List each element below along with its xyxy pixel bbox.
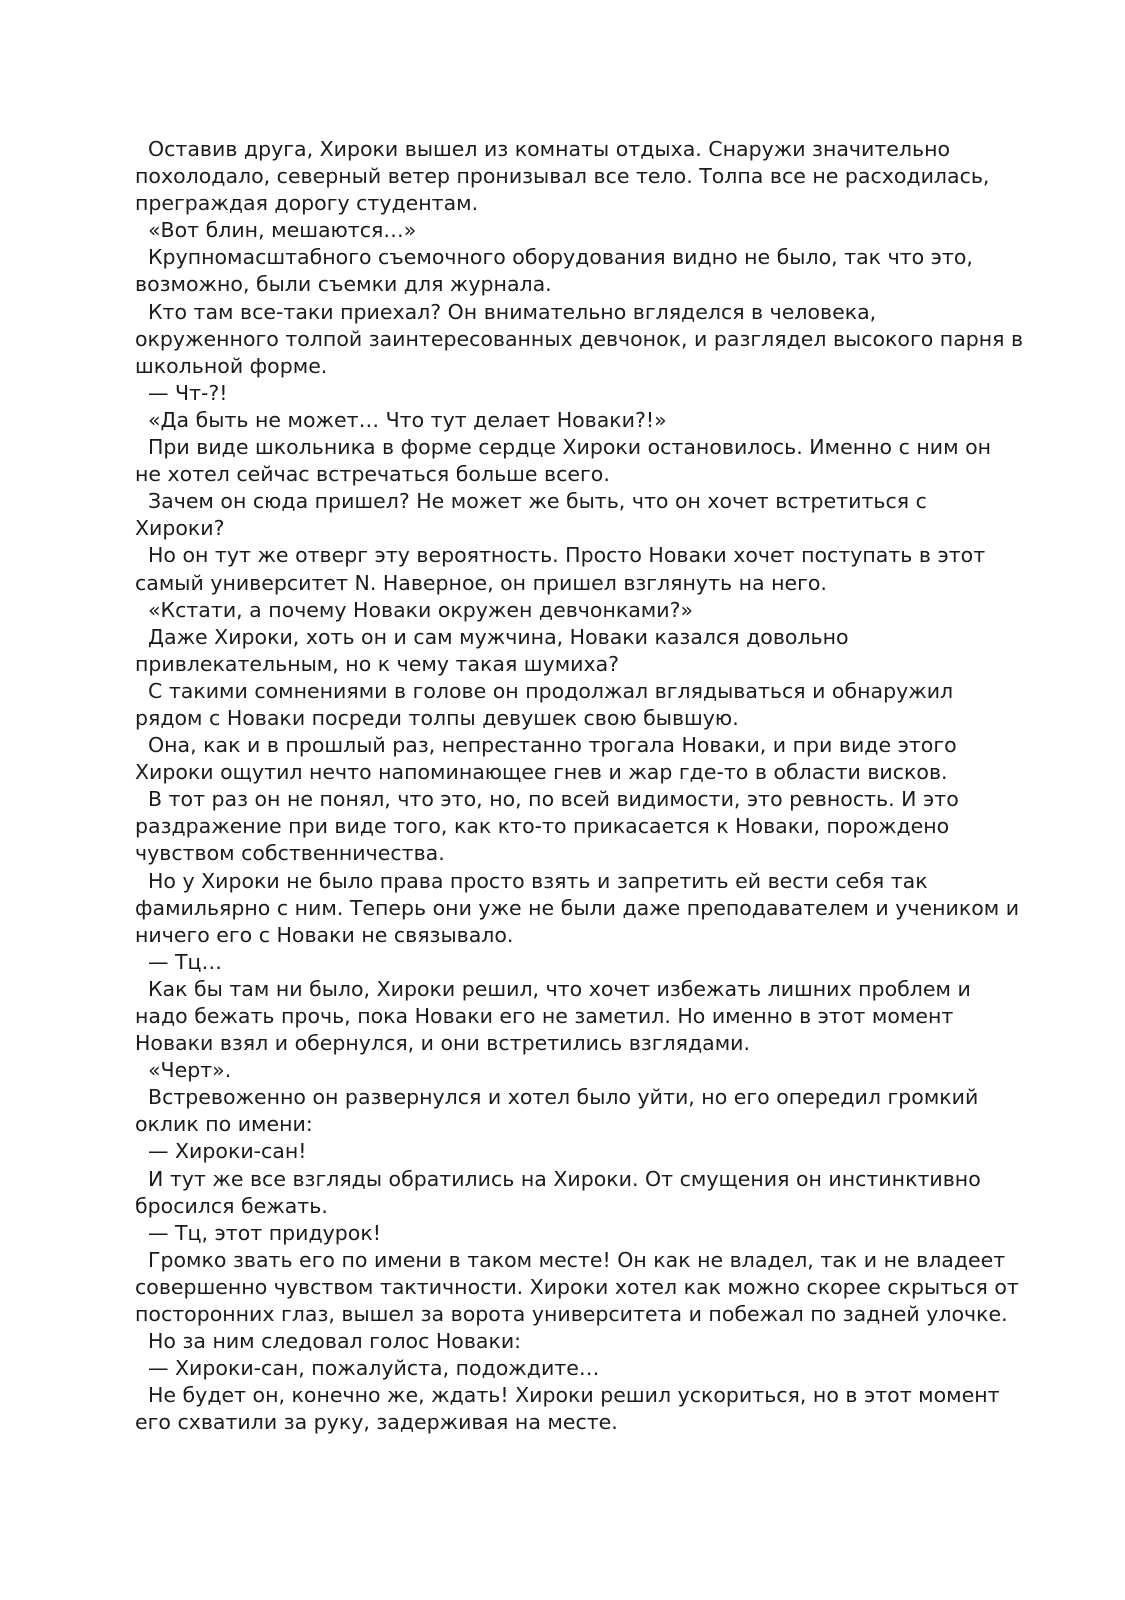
text-line: В тот раз он не понял, что это, но, по всей видимости, это ревность. И это bbox=[148, 787, 959, 812]
text-line: Хироки? bbox=[135, 516, 225, 541]
text-line: оклик по имени: bbox=[135, 1112, 313, 1137]
paragraph bbox=[135, 624, 985, 678]
text-line: Оставив друга, Хироки вышел из комнаты отдыха. Снаружи значительно bbox=[148, 137, 951, 161]
text-line: привлекательным, но к чему такая шумиха? bbox=[135, 651, 620, 676]
text-line: Новаки взял и обернулся, и они встретились взглядами. bbox=[135, 1031, 751, 1056]
paragraph bbox=[135, 407, 985, 434]
paragraph bbox=[135, 1138, 985, 1165]
text-line: ничего его с Новаки не связывало. bbox=[135, 922, 514, 947]
text-line: надо бежать прочь, пока Новаки его не заметил. Но именно в этот момент bbox=[135, 1004, 954, 1028]
text-line: Как бы там ни было, Хироки решил, что хочет избежать лишних проблем и bbox=[148, 976, 971, 1001]
paragraph bbox=[135, 1084, 985, 1138]
paragraph bbox=[135, 299, 1024, 380]
text-line: его схватили за руку, задерживая на месте. bbox=[135, 1410, 618, 1435]
text-line: посторонних глаз, вышел за ворота университета и побежал по задней улочке. bbox=[135, 1302, 1008, 1327]
paragraph bbox=[135, 1355, 985, 1382]
text-line: рядом с Новаки посреди толпы девушек свою бывшую. bbox=[135, 705, 739, 730]
text-line: раздражение при виде того, как кто-то прикасается к Новаки, порождено bbox=[135, 814, 950, 839]
text-line: Но за ним следовал голос Новаки: bbox=[148, 1329, 522, 1354]
text-line: — Хироки-сан, пожалуйста, подождите… bbox=[148, 1356, 600, 1381]
paragraph bbox=[135, 1057, 985, 1084]
paragraph bbox=[135, 1247, 1019, 1328]
text-line: возможно, были съемки для журнала. bbox=[135, 272, 552, 297]
text-line: бросился бежать. bbox=[135, 1193, 328, 1218]
text-line: не хотел сейчас встречаться больше всего. bbox=[135, 462, 610, 487]
paragraph bbox=[135, 380, 985, 407]
text-line: — Тц, этот придурок! bbox=[148, 1220, 381, 1245]
paragraph bbox=[135, 976, 985, 1057]
paragraph bbox=[135, 217, 985, 244]
paragraph bbox=[135, 244, 985, 298]
text-line: — Тц… bbox=[148, 949, 222, 974]
text-line: Она, как и в прошлый раз, непрестанно трогала Новаки, и при виде этого bbox=[148, 733, 957, 758]
text-line: И тут же все взгляды обратились на Хироки. От смущения он инстинктивно bbox=[148, 1166, 981, 1191]
text-line: Но он тут же отверг эту вероятность. Просто Новаки хочет поступать в этот bbox=[148, 543, 986, 568]
text-line: Встревоженно он развернулся и хотел было уйти, но его опередил громкий bbox=[148, 1085, 979, 1110]
text-line: Громко звать его по имени в таком месте! Он как не владел, так и не владеет bbox=[148, 1247, 1006, 1272]
text-line: При виде школьника в форме сердце Хироки остановилось. Именно с ним он bbox=[148, 435, 992, 460]
paragraph bbox=[135, 1220, 985, 1247]
text-line: «Черт». bbox=[148, 1058, 232, 1083]
text-line: Даже Хироки, хоть он и сам мужчина, Новаки казался довольно bbox=[148, 624, 849, 649]
text-line: преграждая дорогу студентам. bbox=[135, 191, 479, 216]
paragraph bbox=[135, 1166, 985, 1220]
paragraph bbox=[135, 678, 985, 732]
text-line: «Да быть не может… Что тут делает Новаки?!» bbox=[148, 407, 667, 432]
text-line: «Вот блин, мешаются…» bbox=[148, 218, 417, 243]
text-line: Не будет он, конечно же, ждать! Хироки решил ускориться, но в этот момент bbox=[148, 1383, 1000, 1408]
page-text bbox=[135, 136, 1024, 1437]
text-line: С такими сомнениями в голове он продолжал вглядываться и обнаружил bbox=[148, 678, 954, 703]
text-line: фамильярно с ним. Теперь они уже не были даже преподавателем и учеником и bbox=[135, 895, 1020, 920]
paragraph bbox=[135, 1328, 985, 1355]
text-line: «Кстати, а почему Новаки окружен девчонками?» bbox=[148, 597, 694, 622]
text-line: Крупномасштабного съемочного оборудования видно не было, так что это, bbox=[148, 245, 973, 270]
text-line: чувством собственничества. bbox=[135, 841, 445, 866]
text-line: Зачем он сюда пришел? Не может же быть, что он хочет встретиться с bbox=[148, 489, 927, 514]
text-line: окруженного толпой заинтересованных девчонок, и разглядел высокого парня в bbox=[135, 326, 1024, 351]
paragraph bbox=[135, 732, 985, 786]
paragraph bbox=[135, 542, 985, 596]
paragraph bbox=[135, 597, 985, 624]
text-line: совершенно чувством тактичности. Хироки хотел как можно скорее скрыться от bbox=[135, 1274, 1019, 1299]
text-line: школьной форме. bbox=[135, 353, 328, 378]
text-line: Кто там все-таки приехал? Он внимательно вгляделся в человека, bbox=[148, 299, 877, 324]
text-line: Хироки ощутил нечто напоминающее гнев и жар где-то в области висков. bbox=[135, 760, 948, 785]
paragraph bbox=[135, 949, 985, 976]
text-line: похолодало, северный ветер пронизывал все тело. Толпа все не расходилась, bbox=[135, 164, 990, 189]
text-line: самый университет N. Наверное, он пришел взглянуть на него. bbox=[135, 570, 827, 595]
paragraph bbox=[135, 488, 985, 542]
paragraph bbox=[135, 868, 1020, 949]
paragraph bbox=[135, 434, 992, 488]
paragraph bbox=[135, 1382, 1000, 1436]
paragraph bbox=[135, 786, 985, 867]
text-line: — Хироки-сан! bbox=[148, 1139, 307, 1164]
text-line: Но у Хироки не было права просто взять и запретить ей вести себя так bbox=[148, 868, 928, 893]
paragraph bbox=[135, 136, 990, 217]
text-line: — Чт-?! bbox=[148, 380, 228, 405]
